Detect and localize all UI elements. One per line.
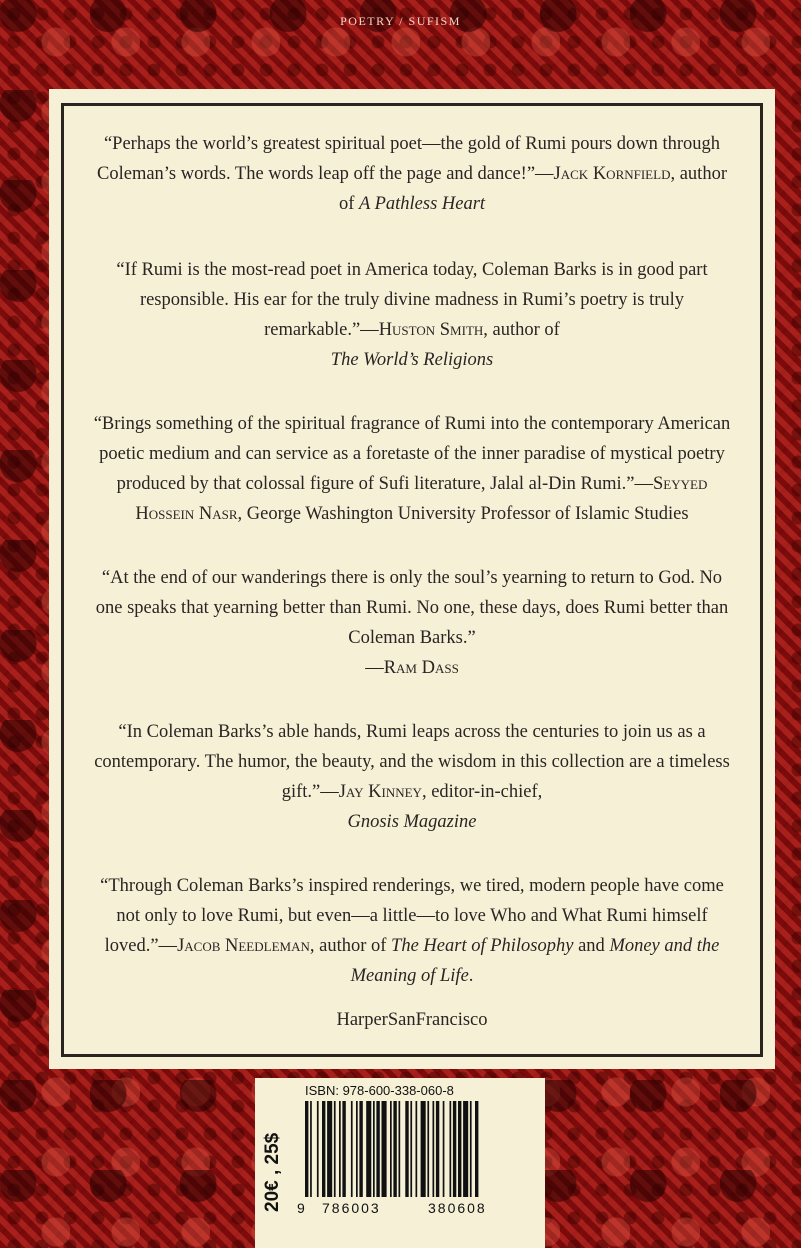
quote-role: , author of [309, 936, 392, 956]
quote-role: , author of [338, 164, 727, 214]
quote-author: Jay Kinney [338, 782, 422, 802]
quote-author: Jack Kornfield [553, 164, 671, 184]
quote-text: “At the end of our wanderings there is only the soul’s yearning to return to God. No one speaks that yearning better than Rumi. No one, these days, does Rumi better than Coleman Barks.” [95, 568, 729, 648]
quote-text: “If Rumi is the most-read poet in America today, Coleman Barks is in good part responsible. His ear for the truly divine madness in Rumi’s poetry is truly remarkable.”— [116, 260, 708, 340]
quote-kinney [89, 717, 735, 837]
quote-role: , editor-in-chief, [421, 782, 543, 802]
quote-author: Jacob Needleman [177, 936, 310, 956]
quote-end: . [468, 966, 474, 986]
quote-role: , George Washington University Professor of Islamic Studies [237, 504, 689, 524]
quote-text: “Through Coleman Barks’s inspired renderings, we tired, modern people have come not only to love Rumi, but even—a little—to love Who and What Rumi himself loved.”— [100, 876, 724, 956]
quote-work: Gnosis Magazine [347, 812, 477, 832]
quote-work: The World’s Religions [330, 350, 494, 370]
quotes-list [89, 129, 735, 1025]
barcode-bars [305, 1101, 527, 1197]
quote-work: The Heart of Philosophy [391, 936, 574, 956]
quote-role: , author of [483, 320, 560, 340]
quote-work-2: Money and the Meaning of Life [350, 936, 720, 986]
barcode-right-group: 380608 [428, 1200, 487, 1216]
quote-dass [89, 563, 735, 683]
quote-needleman [89, 871, 735, 991]
quote-work: A Pathless Heart [358, 194, 486, 214]
quote-kornfield [89, 129, 735, 219]
publisher-name: HarperSanFrancisco [336, 1010, 488, 1030]
category-label: POETRY / SUFISM [340, 14, 461, 28]
price-label: 20€ , 25$ [262, 1132, 283, 1212]
quote-nasr [89, 409, 735, 529]
price-block [262, 1092, 292, 1212]
isbn-label: ISBN: 978-600-338-060-8 [305, 1083, 454, 1098]
quote-connector: and [573, 936, 610, 956]
quote-author: Seyyed Hossein Nasr [135, 474, 708, 524]
barcode-left-group: 786003 [322, 1200, 381, 1216]
quote-text: “Brings something of the spiritual fragrance of Rumi into the contemporary American poetic medium and can service as a foretaste of the inner paradise of mystical poetry produced by that colossal figure of Sufi literature, Jalal al-Din Rumi.”— [93, 414, 731, 494]
quote-author: Huston Smith [378, 320, 484, 340]
quote-author: —Ram Dass [365, 658, 459, 678]
endorsement-panel [49, 89, 775, 1069]
quote-text: “Perhaps the world’s greatest spiritual poet—the gold of Rumi pours down through Coleman’s words. The words leap off the page and dance!”— [97, 134, 721, 184]
quote-text: “In Coleman Barks’s able hands, Rumi leaps across the centuries to join us as a contemporary. The humor, the beauty, and the wisdom in this collection are a timeless gift.”— [94, 722, 730, 802]
quote-smith [89, 255, 735, 375]
barcode-lead-digit: 9 [297, 1200, 305, 1216]
